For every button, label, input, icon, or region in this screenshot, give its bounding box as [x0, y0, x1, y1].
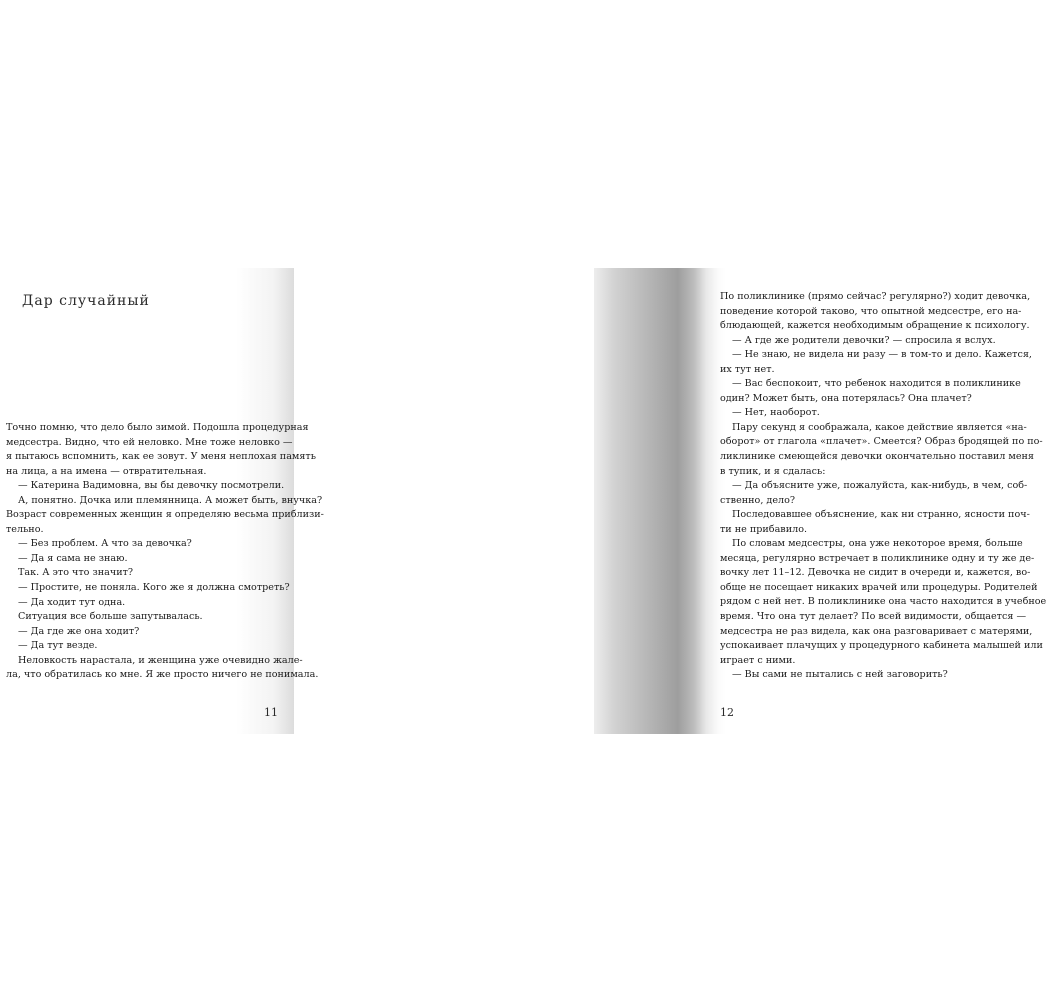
left-page-text: [6, 421, 324, 683]
text-line: на лица, а на имена — отвратительная.: [6, 465, 207, 477]
text-line: успокаивает плачущих у процедурного кабинета малышей или: [720, 640, 1043, 652]
text-line: тельно.: [6, 523, 44, 535]
text-line: — Да я сама не знаю.: [18, 552, 128, 564]
text-line: А, понятно. Дочка или племянница. А может быть, внучка?: [18, 494, 323, 506]
text-line: Последовавшее объяснение, как ни странно, ясности поч-: [732, 509, 1030, 521]
text-line: вочку лет 11–12. Девочка не сидит в очереди и, кажется, во-: [720, 567, 1031, 579]
text-line: рядом с ней нет. В поликлинике она часто находится в учебное: [720, 596, 1046, 608]
text-line: я пытаюсь вспомнить, как ее зовут. У меня неплохая память: [6, 451, 316, 463]
text-line: медсестра. Видно, что ей неловко. Мне тоже неловко —: [6, 436, 293, 448]
text-line: время. Что она тут делает? По всей видимости, общается —: [720, 611, 1027, 623]
text-line: — Вы сами не пытались с ней заговорить?: [732, 669, 948, 681]
text-line: — Катерина Вадимовна, вы бы девочку посмотрели.: [18, 480, 285, 492]
text-line: — Да ходит тут одна.: [18, 596, 126, 608]
text-line: — Да объясните уже, пожалуйста, как-нибудь, в чем, соб-: [732, 480, 1028, 492]
text-line: играет с ними.: [720, 654, 796, 666]
text-line: оборот» от глагола «плачет». Смеется? Образ бродящей по по-: [720, 436, 1043, 448]
text-line: — Да тут везде.: [18, 640, 98, 652]
text-line: — А где же родители девочки? — спросила я вслух.: [732, 334, 996, 346]
text-line: — Да где же она ходит?: [18, 625, 140, 637]
text-line: — Вас беспокоит, что ребенок находится в поликлинике: [732, 378, 1021, 390]
text-line: ти не прибавило.: [720, 523, 808, 535]
text-line: в тупик, и я сдалась:: [720, 465, 826, 477]
text-line: медсестра не раз видела, как она разговаривает с матерями,: [720, 625, 1033, 637]
text-line: ственно, дело?: [720, 494, 796, 506]
text-line: блюдающей, кажется необходимым обращение к психологу.: [720, 320, 1030, 332]
text-line: их тут нет.: [720, 363, 775, 375]
text-line: — Без проблем. А что за девочка?: [18, 538, 192, 550]
text-line: обще не посещает никаких врачей или процедуры. Родителей: [720, 581, 1038, 593]
text-line: Так. А это что значит?: [18, 567, 134, 579]
text-line: ликлинике смеющейся девочки окончательно поставил меня: [720, 451, 1034, 463]
text-line: поведение которой таково, что опытной медсестре, его на-: [720, 305, 1022, 317]
text-line: Пару секунд я соображала, какое действие является «на-: [732, 421, 1027, 433]
text-line: — Не знаю, не видела ни разу — в том-то и дело. Кажется,: [732, 349, 1032, 361]
text-line: месяца, регулярно встречает в поликлинике одну и ту же де-: [720, 552, 1035, 564]
text-line: Возраст современных женщин я определяю весьма приблизи-: [6, 509, 324, 521]
chapter-title: Дар случайный: [22, 293, 150, 309]
right-page-text: [720, 290, 1046, 683]
page-number-right: 12: [720, 706, 734, 719]
text-line: — Нет, наоборот.: [732, 407, 820, 419]
text-line: ла, что обратилась ко мне. Я же просто ничего не понимала.: [6, 669, 319, 681]
page-number-left: 11: [264, 706, 278, 719]
text-line: По поликлинике (прямо сейчас? регулярно?) ходит девочка,: [720, 291, 1031, 302]
text-line: Неловкость нарастала, и женщина уже очевидно жале-: [18, 654, 303, 666]
text-line: По словам медсестры, она уже некоторое время, больше: [732, 538, 1023, 550]
text-line: один? Может быть, она потерялась? Она плачет?: [720, 392, 972, 404]
text-line: Ситуация все больше запутывалась.: [18, 611, 203, 623]
text-line: Точно помню, что дело было зимой. Подошла процедурная: [6, 422, 309, 433]
text-line: — Простите, не поняла. Кого же я должна смотреть?: [18, 582, 290, 594]
